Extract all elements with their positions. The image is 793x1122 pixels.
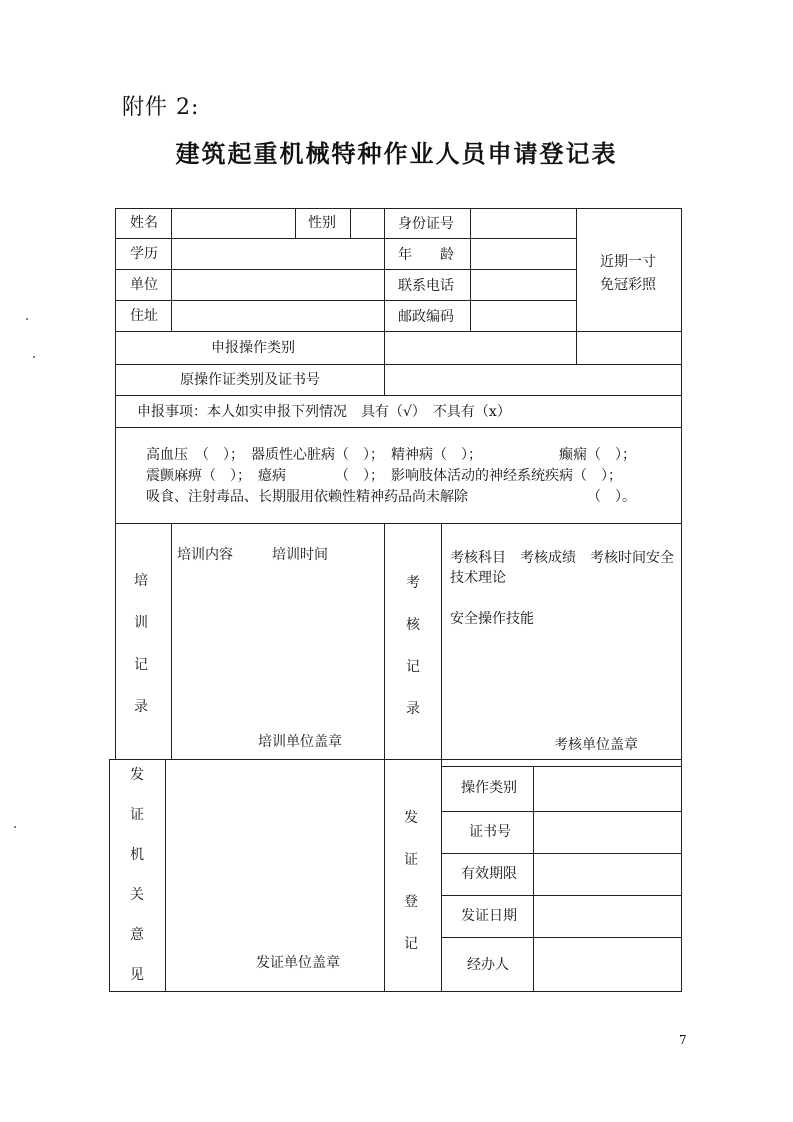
register-issue-date-field[interactable]: [537, 898, 678, 934]
name-field[interactable]: [175, 214, 293, 234]
exam-header-line1: 考核科目 考核成绩 考核时间安全: [450, 550, 674, 566]
exam-header-line2: 技术理论: [450, 570, 506, 586]
form-border-right: [681, 208, 682, 991]
grid-line: [441, 523, 442, 991]
scan-speck: [26, 318, 28, 320]
apply-type-field[interactable]: [388, 338, 573, 360]
grid-line: [384, 208, 385, 395]
grid-line: [295, 208, 296, 238]
training-side-label: 培 训 记 录: [134, 573, 148, 715]
health-line-2: 震颤麻痹（ ）； 癔病 （ ）； 影响肢体活动的神经系统疾病（ ）；: [146, 468, 622, 484]
education-label: 学历: [130, 246, 158, 262]
exam-stamp-label: 考核单位盖章: [554, 737, 638, 753]
form-border-top: [115, 208, 682, 209]
unit-field[interactable]: [175, 276, 380, 296]
address-label: 住址: [130, 308, 158, 324]
form-border-bottom: [109, 991, 682, 992]
grid-line: [115, 523, 681, 524]
training-content-header: 培训内容: [177, 547, 233, 563]
health-line-3: 吸食、注射毒品、长期服用依赖性精神药品尚未解除 （ ）。: [146, 489, 636, 505]
scan-speck: [33, 356, 35, 358]
postcode-label: 邮政编码: [398, 309, 454, 325]
grid-line: [165, 759, 166, 991]
unit-label: 单位: [130, 277, 158, 293]
grid-line: [171, 523, 172, 759]
training-record-area[interactable]: [176, 568, 380, 718]
grid-line: [441, 937, 681, 938]
health-line-1: 高血压 （ ）； 器质性心脏病（ ）； 精神病（ ）； 癫痫（ ）；: [146, 447, 636, 463]
grid-line: [115, 427, 681, 428]
apply-type-label: 申报操作类别: [211, 340, 295, 356]
education-field[interactable]: [175, 245, 380, 265]
grid-line: [441, 811, 681, 812]
register-validity-field[interactable]: [537, 856, 678, 892]
phone-label: 联系电话: [398, 278, 454, 294]
id-number-label: 身份证号: [398, 216, 454, 232]
register-cert-number-field[interactable]: [537, 814, 678, 850]
age-label: 年 龄: [398, 247, 454, 263]
address-field[interactable]: [175, 307, 380, 327]
register-issue-date-label: 发证日期: [461, 908, 517, 924]
grid-line: [350, 208, 351, 238]
register-validity-label: 有效期限: [461, 866, 517, 882]
training-time-header: 培训时间: [272, 547, 328, 563]
grid-line: [115, 364, 681, 365]
grid-line: [384, 523, 385, 991]
page-number: 7: [679, 1033, 687, 1047]
age-field[interactable]: [474, 245, 574, 265]
issuer-side-label: 发 证 机 关 意 见: [130, 767, 144, 983]
grid-line: [115, 238, 576, 239]
register-cert-number-label: 证书号: [469, 824, 511, 840]
grid-line: [576, 208, 577, 364]
grid-line: [441, 895, 681, 896]
name-label: 姓名: [130, 215, 158, 231]
gender-label: 性别: [308, 215, 336, 231]
issue-register-side-label: 发 证 登 记: [404, 810, 418, 952]
grid-line: [470, 208, 471, 331]
register-operation-type-label: 操作类别: [461, 780, 517, 796]
exam-side-label: 考 核 记 录: [406, 575, 420, 717]
phone-field[interactable]: [474, 276, 574, 296]
photo-placeholder-line2: 免冠彩照: [600, 277, 656, 293]
original-cert-label: 原操作证类别及证书号: [180, 372, 320, 388]
grid-line: [533, 766, 534, 991]
exam-record-area[interactable]: [446, 632, 678, 722]
exam-skill-label: 安全操作技能: [450, 611, 534, 627]
grid-line: [441, 766, 681, 767]
form-border-left: [115, 208, 116, 759]
page-title: 建筑起重机械特种作业人员申请登记表: [175, 139, 618, 168]
declaration-text: 申报事项：本人如实申报下列情况 具有（√） 不具有（x）: [137, 404, 511, 420]
issuer-opinion-area[interactable]: [170, 765, 380, 945]
scan-speck: [14, 826, 16, 828]
issuer-stamp-label: 发证单位盖章: [256, 955, 340, 971]
register-operation-type-field[interactable]: [537, 769, 678, 808]
id-number-field[interactable]: [474, 214, 574, 234]
register-handler-field[interactable]: [537, 940, 678, 988]
gender-field[interactable]: [352, 214, 382, 234]
grid-line: [115, 300, 576, 301]
training-stamp-label: 培训单位盖章: [258, 734, 342, 750]
grid-line: [115, 331, 681, 332]
attachment-label: 附件 2:: [122, 95, 200, 120]
grid-line: [115, 395, 681, 396]
form-border-left-lower: [109, 759, 110, 991]
grid-line: [171, 208, 172, 331]
grid-line: [115, 269, 576, 270]
photo-placeholder-line1: 近期一寸: [600, 254, 656, 270]
postcode-field[interactable]: [474, 307, 574, 327]
register-handler-label: 经办人: [467, 957, 509, 973]
original-cert-field[interactable]: [388, 370, 678, 392]
grid-line: [441, 853, 681, 854]
grid-line: [109, 759, 681, 760]
